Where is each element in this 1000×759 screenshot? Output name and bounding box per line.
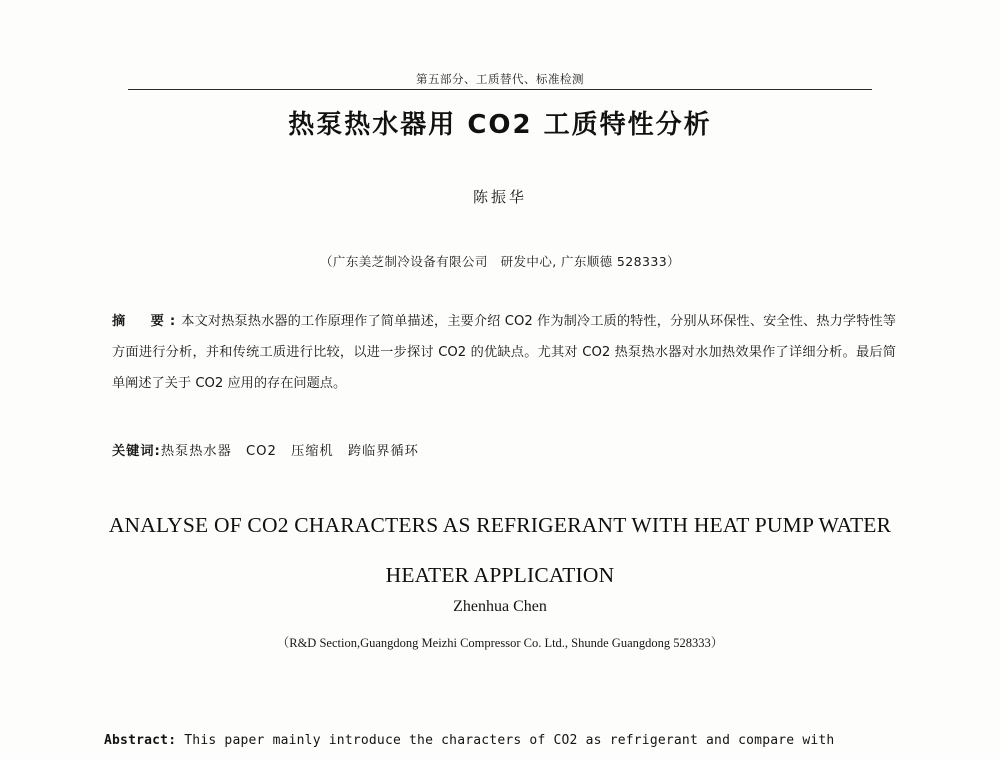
keywords-chinese	[112, 438, 896, 466]
page-title-english-line1: ANALYSE OF CO2 CHARACTERS AS REFRIGERANT WITH HEAT PUMP WATER	[108, 513, 892, 537]
page-title-english	[70, 500, 930, 600]
keywords-chinese-label: 关键词:	[112, 444, 161, 459]
affiliation-chinese: （广东美芝制冷设备有限公司 研发中心, 广东顺德 528333）	[320, 254, 680, 269]
keywords-chinese-text: 热泵热水器 CO2 压缩机 跨临界循环	[160, 444, 419, 459]
abstract-english-text: This paper mainly introduce the characters of CO2 as refrigerant and compare with	[184, 733, 835, 748]
page-title-english-line2: HEATER APPLICATION	[385, 563, 615, 587]
abstract-chinese-label: 摘 要:	[112, 314, 182, 329]
author-chinese: 陈振华	[472, 188, 527, 206]
header-divider	[128, 89, 872, 90]
page-title-chinese: 热泵热水器用 CO2 工质特性分析	[288, 110, 712, 140]
abstract-chinese-text: 本文对热泵热水器的工作原理作了简单描述，主要介绍 CO2 作为制冷工质的特性，分别从环保性、安全性、热力学特性等方面进行分析，并和传统工质进行比较，以进一步探讨 CO2 的优缺点。尤其对 CO2 热泵热水器对水加热效果作了详细分析。最后简单阐述了关于 CO2 应用的存在问题点。	[112, 314, 896, 391]
abstract-chinese	[112, 306, 896, 399]
running-head-block	[128, 72, 872, 90]
running-head: 第五部分、工质替代、标准检测	[416, 72, 584, 86]
affiliation-english: （R&D Section,Guangdong Meizhi Compressor Co. Ltd., Shunde Guangdong 528333）	[276, 636, 724, 650]
author-english: Zhenhua Chen	[453, 598, 547, 615]
abstract-english-label: Abstract:	[104, 733, 177, 748]
abstract-english	[104, 726, 896, 755]
